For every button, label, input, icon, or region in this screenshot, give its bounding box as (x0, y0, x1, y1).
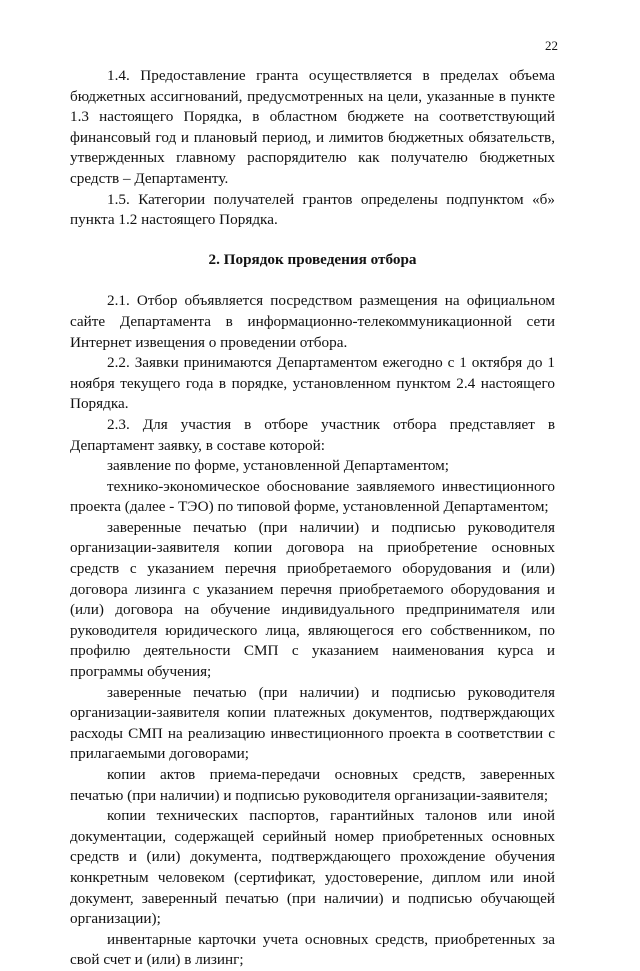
paragraph-2-3: 2.3. Для участия в отборе участник отбора представляет в Департамент заявку, в составе которой: (70, 415, 555, 454)
page-number: 22 (545, 38, 558, 53)
paragraph-1-5: 1.5. Категории получателей грантов определены подпунктом «б» пункта 1.2 настоящего Порядка. (70, 190, 555, 229)
list-item-payment-documents: заверенные печатью (при наличии) и подписью руководителя организации-заявителя копии платежных документов, подтверждающих расходы СМП на реализацию инвестиционного проекта в соответствии с прилагаемыми договорами; (70, 683, 555, 763)
list-item-contract-copies: заверенные печатью (при наличии) и подписью руководителя организации-заявителя копии договора на приобретение основных средств с указанием перечня приобретаемого оборудования и (или) договора лизинга с указанием перечня приобретаемого оборудования и (или) договора на обучение индивидуального предпринимателя или руководителя юридического лица, являющегося его собственником, по профилю деятельности СМП с указанием наименования курса и программы обучения; (70, 518, 555, 681)
document-body (70, 66, 555, 971)
section-2-heading: 2. Порядок проведения отбора (208, 250, 417, 268)
paragraph-2-2: 2.2. Заявки принимаются Департаментом ежегодно с 1 октября до 1 ноября текущего года в порядке, установленном пунктом 2.4 настоящего Порядка. (70, 354, 555, 413)
list-item-inventory-cards: инвентарные карточки учета основных средств, приобретенных за свой счет и (или) в лизинг; (70, 930, 555, 969)
list-item-technical-passports: копии технических паспортов, гарантийных талонов или иной документации, содержащей серийный номер приобретенных основных средств и (или) документа, подтверждающего прохождение обучения конкретным человеком (сертификат, удостоверение, диплом или иной документ, заверенный печатью (при наличии) и подписью обучающей организации); (70, 807, 555, 928)
paragraph-2-1: 2.1. Отбор объявляется посредством размещения на официальном сайте Департамента в информационно-телекоммуникационной сети Интернет извещения о проведении отбора. (70, 292, 555, 351)
list-item-feasibility-study: технико-экономическое обоснование заявляемого инвестиционного проекта (далее - ТЭО) по типовой форме, установленной Департаментом; (70, 477, 555, 516)
list-item-application-form: заявление по форме, установленной Департаментом; (107, 457, 449, 475)
list-item-transfer-acts: копии актов приема-передачи основных средств, заверенных печатью (при наличии) и подписью руководителя организации-заявителя; (70, 766, 555, 804)
paragraph-1-4: 1.4. Предоставление гранта осуществляется в пределах объема бюджетных ассигнований, предусмотренных на цели, указанные в пункте 1.3 настоящего Порядка, в областном бюджете на соответствующий финансовый год и плановый период, и лимитов бюджетных обязательств, утвержденных главному распорядителю как получателю бюджетных средств – Департаменту. (70, 67, 555, 187)
